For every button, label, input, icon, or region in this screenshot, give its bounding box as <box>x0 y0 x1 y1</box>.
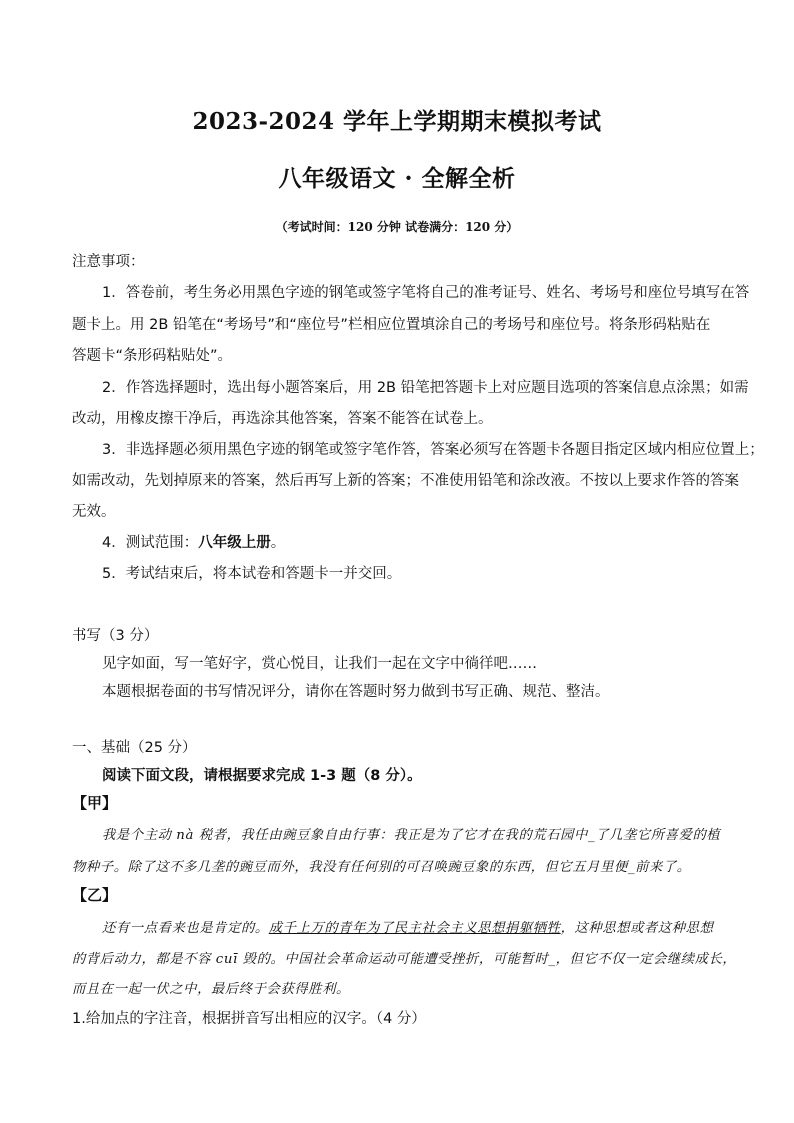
yi-line-3: 而且在一起一伏之中，最后终于会获得胜利。 <box>72 982 350 997</box>
notes-heading: 注意事项： <box>72 254 145 270</box>
note-item-1-line-3: 答题卡“条形码粘贴处”。 <box>72 348 233 364</box>
question-1: 1.给加点的字注音，根据拼音写出相应的汉字。（4 分） <box>72 1011 426 1027</box>
yi-line-1-end: ，这种思想或者这种思想 <box>560 921 714 936</box>
section-1-heading: 一、基础（25 分） <box>72 740 197 756</box>
underlined-sentence: 成千上万的青年为了民主社会主义思想捐躯牺牲 <box>268 921 561 936</box>
note-item-3-line-3: 无效。 <box>72 504 116 520</box>
note-item-3-line-1: 3．非选择题必须用黑色字迹的钢笔或签字笔作答，答案必须写在答题卡各题目指定区域内相应位置上； <box>102 442 764 458</box>
note-item-5: 5．考试结束后，将本试卷和答题卡一并交回。 <box>102 566 402 582</box>
writing-heading: 书写（3 分） <box>72 628 159 644</box>
note-item-4-prefix: 4．测试范围： <box>102 535 199 551</box>
exam-info: （考试时间：120 分钟 试卷满分：120 分） <box>275 220 519 234</box>
test-scope: 八年级上册 <box>198 535 271 551</box>
label-yi: 【乙】 <box>72 886 118 904</box>
note-item-1-line-1: 1．答卷前，考生务必用黑色字迹的钢笔或签字笔将自己的准考证号、姓名、考场号和座位号填写在答 <box>102 285 750 301</box>
note-item-1-line-2: 题卡上。用 2B 铅笔在“考场号”和“座位号”栏相应位置填涂自己的考场号和座位号。将条形码粘贴在 <box>72 317 711 333</box>
yi-line-1 <box>102 917 713 936</box>
yi-line-2: 的背后动力，都是不容 cuī 毁的。中国社会革命运动可能遭受挫折，可能暂时_，但它不仅一定会继续成长， <box>72 952 737 967</box>
label-jia: 【甲】 <box>72 794 118 812</box>
jia-line-1: 我是个主动 nà 税者，我任由豌豆象自由行事：我正是为了它才在我的荒石园中_了几垄它所喜爱的植 <box>102 828 721 843</box>
note-item-2-line-1: 2．作答选择题时，选出每小题答案后，用 2B 铅笔把答题卡上对应题目选项的答案信息点涂黑；如需 <box>102 380 749 396</box>
jia-line-2: 物种子。除了这不多几垄的豌豆而外，我没有任何别的可召唤豌豆象的东西，但它五月里便_前来了。 <box>72 860 691 875</box>
section-1-instruction: 阅读下面文段，请根据要求完成 1-3 题（8 分）。 <box>102 768 422 784</box>
yi-line-1-start: 还有一点看来也是肯定的。 <box>102 921 269 936</box>
writing-line-2: 本题根据卷面的书写情况评分，请你在答题时努力做到书写正确、规范、整洁。 <box>102 684 610 700</box>
note-item-2-line-2: 改动，用橡皮擦干净后，再选涂其他答案，答案不能答在试卷上。 <box>72 411 493 427</box>
exam-title: 2023-2024 学年上学期期末模拟考试 <box>192 108 602 135</box>
note-item-3-line-2: 如需改动，先划掉原来的答案，然后再写上新的答案；不准使用铅笔和涂改液。不按以上要求作答的答案 <box>72 473 739 489</box>
writing-line-1: 见字如面，写一笔好字，赏心悦目，让我们一起在文字中徜徉吧…… <box>102 656 537 672</box>
note-item-4 <box>102 531 732 552</box>
exam-subtitle: 八年级语文 · 全解全析 <box>278 165 516 192</box>
note-item-4-suffix: 。 <box>270 535 286 551</box>
